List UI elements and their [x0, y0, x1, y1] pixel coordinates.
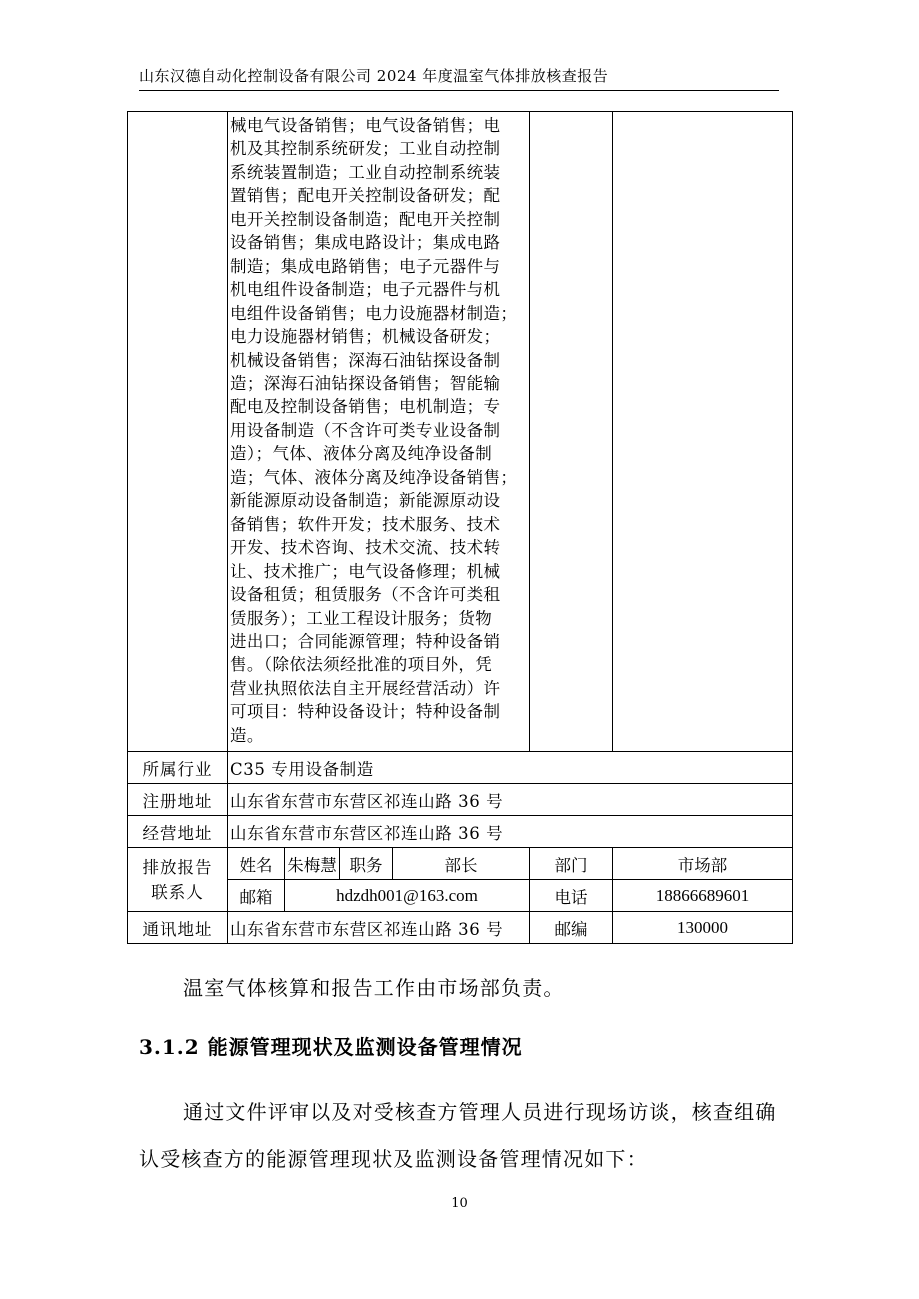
- industry-row: [128, 752, 793, 784]
- review-paragraph-line1: [139, 1096, 789, 1125]
- position-value: 部长: [393, 848, 530, 880]
- business-scope-line: 造。: [230, 725, 264, 745]
- position-label: 职务: [340, 848, 393, 880]
- business-scope-label-cell: [128, 112, 228, 752]
- dept-value: 市场部: [613, 848, 793, 880]
- business-scope-line: 造；深海石油钻探设备销售；智能输: [230, 373, 501, 393]
- business-scope-line: 制造；集成电路销售；电子元器件与: [230, 256, 501, 276]
- industry-value: C35 专用设备制造: [228, 752, 793, 784]
- business-scope-line: 系统装置制造；工业自动控制系统装: [230, 162, 501, 182]
- business-scope-line: 电开关控制设备制造；配电开关控制: [230, 209, 501, 229]
- business-scope-line: 让、技术推广；电气设备修理；机械: [230, 561, 501, 581]
- business-scope-line: 售。（除依法须经批准的项目外，凭: [230, 655, 493, 675]
- biz-address-row: [128, 816, 793, 848]
- business-scope-line: 设备销售；集成电路设计；集成电路: [230, 233, 501, 253]
- email-value: hdzdh001@163.com: [285, 880, 530, 912]
- business-scope-line: 备销售；软件开发；技术服务、技术: [230, 514, 501, 534]
- business-scope-line: 电力设施器材销售；机械设备研发；: [230, 327, 501, 347]
- business-scope-line: 新能源原动设备制造；新能源原动设: [230, 491, 501, 511]
- business-scope-line: 营业执照依法自主开展经营活动）许: [230, 678, 501, 698]
- business-scope-line: 电组件设备销售；电力设施器材制造；: [230, 303, 518, 323]
- reg-address-row: [128, 784, 793, 816]
- business-scope-text: [230, 114, 527, 747]
- business-scope-empty-cell-1: [530, 112, 613, 752]
- business-scope-line: 机及其控制系统研发；工业自动控制: [230, 139, 501, 159]
- section-heading: 3.1.2 能源管理现状及监测设备管理情况: [139, 1035, 523, 1059]
- biz-address-label: 经营地址: [128, 816, 228, 848]
- business-scope-line: 械电气设备销售；电气设备销售；电: [230, 116, 501, 135]
- postcode-value: 130000: [613, 912, 793, 944]
- business-scope-line: 置销售；配电开关控制设备研发；配: [230, 186, 501, 206]
- email-label: 邮箱: [228, 880, 285, 912]
- business-scope-line: 赁服务）；工业工程设计服务；货物: [230, 608, 493, 628]
- name-label: 姓名: [228, 848, 285, 880]
- contact-row-1: [128, 848, 793, 880]
- mail-address-label: 通讯地址: [128, 912, 228, 944]
- responsibility-text: 温室气体核算和报告工作由市场部负责。: [183, 976, 565, 1000]
- postcode-label: 邮编: [530, 912, 613, 944]
- contact-label-cell: [128, 848, 228, 912]
- phone-label: 电话: [530, 880, 613, 912]
- business-scope-line: 进出口；合同能源管理；特种设备销: [230, 631, 501, 651]
- page-number: 10: [451, 1196, 468, 1211]
- phone-value: 18866689601: [613, 880, 793, 912]
- business-scope-line: 开发、技术咨询、技术交流、技术转: [230, 538, 501, 558]
- review-paragraph-line2: 认受核查方的能源管理现状及监测设备管理情况如下：: [139, 1147, 648, 1171]
- page-header: 山东汉德自动化控制设备有限公司 2024 年度温室气体排放核查报告: [139, 62, 779, 91]
- business-scope-line: 造；气体、液体分离及纯净设备销售；: [230, 467, 518, 487]
- business-scope-line: 机械设备销售；深海石油钻探设备制: [230, 350, 501, 370]
- mail-address-value: 山东省东营市东营区祁连山路 36 号: [228, 912, 530, 944]
- business-scope-line: 设备租赁；租赁服务（不含许可类租: [230, 585, 501, 605]
- company-info-table: [127, 111, 793, 944]
- business-scope-row: [128, 112, 793, 752]
- contact-label-line2: 联系人: [151, 882, 204, 902]
- business-scope-line: 可项目：特种设备设计；特种设备制: [230, 702, 501, 722]
- reg-address-label: 注册地址: [128, 784, 228, 816]
- biz-address-value: 山东省东营市东营区祁连山路 36 号: [228, 816, 793, 848]
- responsibility-paragraph: [139, 972, 789, 1001]
- mail-address-row: [128, 912, 793, 944]
- reg-address-value: 山东省东营市东营区祁连山路 36 号: [228, 784, 793, 816]
- business-scope-empty-cell-2: [613, 112, 793, 752]
- business-scope-line: 配电及控制设备销售；电机制造；专: [230, 397, 501, 417]
- business-scope-line: 造）；气体、液体分离及纯净设备制: [230, 444, 493, 464]
- business-scope-cell: [228, 112, 530, 752]
- name-value: 朱梅慧: [285, 848, 340, 880]
- business-scope-line: 机电组件设备制造；电子元器件与机: [230, 280, 501, 300]
- contact-label-line1: 排放报告: [142, 857, 213, 877]
- review-text-line1: 通过文件评审以及对受核查方管理人员进行现场访谈，核查组确: [183, 1100, 777, 1124]
- dept-label: 部门: [530, 848, 613, 880]
- contact-row-2: [128, 880, 793, 912]
- business-scope-line: 用设备制造（不含许可类专业设备制: [230, 420, 501, 440]
- industry-label: 所属行业: [128, 752, 228, 784]
